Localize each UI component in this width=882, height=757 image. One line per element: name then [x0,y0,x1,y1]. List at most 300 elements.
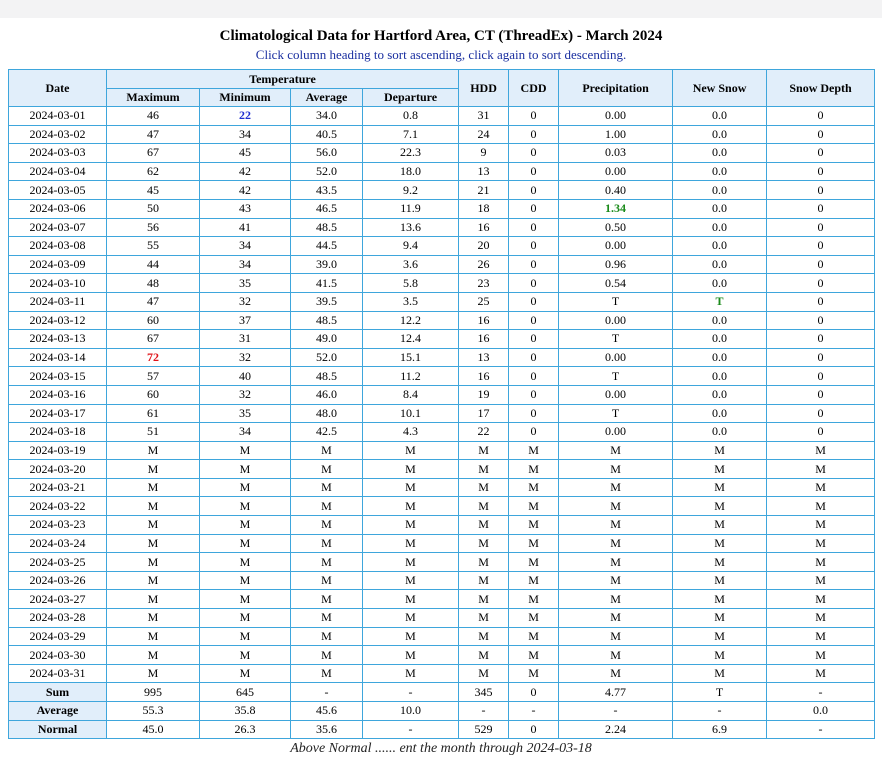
table-row [9,460,875,479]
table-cell: M [200,664,291,683]
table-cell: M [291,460,363,479]
table-cell: 12.2 [363,311,459,330]
table-cell: 2024-03-10 [9,274,107,293]
browser-top-bar [0,0,882,18]
table-cell: 0.0 [673,348,767,367]
table-cell: 55 [107,237,200,256]
table-cell: 0 [767,385,875,404]
table-cell: 0 [767,330,875,349]
table-cell: M [107,516,200,535]
table-cell: 2024-03-14 [9,348,107,367]
column-heading-average[interactable]: Average [291,89,363,107]
summary-cell: - [363,720,459,739]
table-cell: M [363,516,459,535]
table-cell: M [559,664,673,683]
table-cell: M [200,590,291,609]
summary-label: Average [9,702,107,721]
table-cell: 34 [200,423,291,442]
summary-cell: 645 [200,683,291,702]
table-cell: 0 [509,311,559,330]
table-cell: M [363,497,459,516]
table-cell: 31 [200,330,291,349]
table-cell: 40.5 [291,125,363,144]
summary-cell: 345 [459,683,509,702]
table-cell: 9 [459,144,509,163]
footnote: Above Normal ...... ent the month through 2024-03-18 [290,741,592,756]
table-cell: M [767,478,875,497]
table-cell: 18.0 [363,162,459,181]
column-heading-minimum[interactable]: Minimum [200,89,291,107]
table-cell: 0 [767,237,875,256]
table-cell: M [559,553,673,572]
table-cell: M [459,664,509,683]
table-cell: 2024-03-12 [9,311,107,330]
table-cell: M [673,534,767,553]
table-cell: 47 [107,125,200,144]
table-cell: M [200,553,291,572]
table-cell: 34.0 [291,107,363,126]
table-cell: M [559,497,673,516]
table-cell: 0 [767,367,875,386]
table-cell: M [459,553,509,572]
table-cell: 0.0 [673,367,767,386]
table-cell: 56.0 [291,144,363,163]
table-cell: 2024-03-17 [9,404,107,423]
table-cell: T [559,367,673,386]
table-cell: M [559,516,673,535]
table-cell: M [200,646,291,665]
column-heading-maximum[interactable]: Maximum [107,89,200,107]
table-cell: 34 [200,255,291,274]
table-cell: 26 [459,255,509,274]
table-cell: 13 [459,348,509,367]
table-cell: 0.0 [673,330,767,349]
table-cell: 34 [200,237,291,256]
table-cell: 11.2 [363,367,459,386]
table-row [9,478,875,497]
table-cell: 0.0 [673,144,767,163]
table-cell: 41 [200,218,291,237]
table-cell: M [559,590,673,609]
table-cell: 50 [107,199,200,218]
table-cell: 67 [107,330,200,349]
table-cell: M [509,664,559,683]
table-cell: 15.1 [363,348,459,367]
table-cell: M [767,516,875,535]
table-cell: M [459,516,509,535]
table-cell: M [509,441,559,460]
column-heading-hdd[interactable]: HDD [459,70,509,107]
table-cell: 2024-03-15 [9,367,107,386]
table-cell: 47 [107,292,200,311]
table-cell: 16 [459,311,509,330]
table-cell: 22 [200,107,291,126]
table-cell: 0.00 [559,348,673,367]
table-cell: 0 [509,199,559,218]
table-cell: 39.0 [291,255,363,274]
table-cell: T [559,292,673,311]
table-cell: 24 [459,125,509,144]
table-cell: 0 [767,311,875,330]
summary-cell: - [363,683,459,702]
table-cell: 0 [509,292,559,311]
table-cell: M [767,664,875,683]
table-cell: 2024-03-28 [9,609,107,628]
table-cell: M [673,460,767,479]
table-cell: 0 [767,181,875,200]
table-cell: 0.0 [673,404,767,423]
table-cell: 0 [767,292,875,311]
column-heading-date[interactable]: Date [9,70,107,107]
table-cell: 19 [459,385,509,404]
table-cell: M [363,460,459,479]
table-cell: 0.0 [673,311,767,330]
table-row [9,255,875,274]
table-cell: M [673,590,767,609]
table-cell: 4.3 [363,423,459,442]
table-cell: 0.00 [559,385,673,404]
table-cell: 18 [459,199,509,218]
summary-cell: 6.9 [673,720,767,739]
table-cell: M [107,497,200,516]
table-cell: M [363,590,459,609]
table-row [9,516,875,535]
table-cell: 2024-03-13 [9,330,107,349]
table-cell: 0.0 [673,423,767,442]
table-cell: 3.5 [363,292,459,311]
table-cell: M [363,534,459,553]
table-cell: 37 [200,311,291,330]
table-cell: 0.0 [673,107,767,126]
table-cell: M [459,478,509,497]
column-heading-precipitation[interactable]: Precipitation [559,70,673,107]
table-cell: 43 [200,199,291,218]
table-cell: 0.0 [673,274,767,293]
table-cell: 0.0 [673,237,767,256]
table-cell: 2024-03-26 [9,571,107,590]
table-cell: M [559,571,673,590]
table-cell: 9.2 [363,181,459,200]
table-cell: M [363,553,459,572]
table-row [9,237,875,256]
table-cell: M [559,609,673,628]
table-cell: 44.5 [291,237,363,256]
table-cell: M [459,627,509,646]
table-cell: T [559,404,673,423]
table-cell: 0 [509,218,559,237]
table-body [9,107,875,739]
table-cell: 67 [107,144,200,163]
table-cell: 72 [107,348,200,367]
table-cell: M [459,609,509,628]
table-cell: 0.50 [559,218,673,237]
table-row [9,218,875,237]
column-heading-cdd[interactable]: CDD [509,70,559,107]
table-cell: 0.00 [559,107,673,126]
table-row [9,125,875,144]
table-cell: M [559,441,673,460]
table-cell: 16 [459,218,509,237]
table-cell: 0.00 [559,162,673,181]
table-row [9,404,875,423]
table-cell: 0.8 [363,107,459,126]
summary-cell: 0 [509,683,559,702]
table-cell: 0 [767,125,875,144]
table-cell: M [767,460,875,479]
table-cell: 32 [200,348,291,367]
table-cell: M [459,441,509,460]
table-cell: 16 [459,367,509,386]
table-cell: 0.0 [673,125,767,144]
table-cell: M [291,534,363,553]
table-cell: 2024-03-31 [9,664,107,683]
table-cell: 48.5 [291,311,363,330]
table-cell: 48.5 [291,367,363,386]
table-row [9,553,875,572]
summary-cell: - [559,702,673,721]
table-row [9,571,875,590]
table-cell: M [363,478,459,497]
summary-cell: 10.0 [363,702,459,721]
table-cell: 2024-03-30 [9,646,107,665]
table-row [9,646,875,665]
summary-cell: T [673,683,767,702]
table-cell: M [509,516,559,535]
table-cell: M [291,497,363,516]
table-cell: M [200,516,291,535]
summary-cell: 2.24 [559,720,673,739]
table-cell: M [673,609,767,628]
table-cell: M [107,571,200,590]
table-cell: M [559,627,673,646]
table-cell: 34 [200,125,291,144]
table-cell: 0 [767,162,875,181]
table-cell: M [200,571,291,590]
table-cell: M [509,627,559,646]
summary-cell: - [673,702,767,721]
summary-cell: - [291,683,363,702]
column-heading-snow-depth[interactable]: Snow Depth [767,70,875,107]
table-row [9,385,875,404]
table-cell: 25 [459,292,509,311]
table-cell: M [107,534,200,553]
table-cell: 31 [459,107,509,126]
table-cell: 42.5 [291,423,363,442]
table-cell: M [767,571,875,590]
summary-label: Sum [9,683,107,702]
summary-cell: 45.0 [107,720,200,739]
summary-cell: 0.0 [767,702,875,721]
table-cell: 60 [107,311,200,330]
table-cell: M [459,497,509,516]
table-cell: M [767,590,875,609]
summary-row [9,720,875,739]
table-row [9,162,875,181]
table-cell: 0.00 [559,311,673,330]
table-cell: 0 [767,255,875,274]
table-cell: 2024-03-24 [9,534,107,553]
table-cell: 32 [200,385,291,404]
table-cell: M [363,646,459,665]
table-cell: M [673,441,767,460]
summary-cell: 55.3 [107,702,200,721]
table-cell: 11.9 [363,199,459,218]
table-cell: 0 [767,199,875,218]
table-cell: T [559,330,673,349]
table-cell: M [509,590,559,609]
table-cell: 40 [200,367,291,386]
table-cell: 2024-03-25 [9,553,107,572]
table-cell: M [107,441,200,460]
table-cell: 1.00 [559,125,673,144]
table-cell: M [291,627,363,646]
table-cell: 3.6 [363,255,459,274]
table-cell: 10.1 [363,404,459,423]
table-cell: 2024-03-02 [9,125,107,144]
table-cell: 0 [509,181,559,200]
table-cell: 8.4 [363,385,459,404]
table-cell: 1.34 [559,199,673,218]
table-cell: 0 [767,274,875,293]
summary-cell: 26.3 [200,720,291,739]
table-cell: M [767,553,875,572]
table-cell: M [291,516,363,535]
table-cell: 2024-03-01 [9,107,107,126]
table-row [9,609,875,628]
table-cell: 0 [767,218,875,237]
table-cell: 0.00 [559,237,673,256]
table-cell: M [200,441,291,460]
table-cell: M [200,627,291,646]
table-cell: M [107,553,200,572]
table-cell: 0 [767,404,875,423]
table-cell: M [673,516,767,535]
summary-row [9,702,875,721]
table-row [9,664,875,683]
table-cell: M [107,478,200,497]
table-cell: 0.0 [673,385,767,404]
column-group-temperature: Temperature [107,70,459,89]
table-cell: M [767,497,875,516]
table-cell: 48 [107,274,200,293]
table-cell: 13 [459,162,509,181]
table-cell: 2024-03-23 [9,516,107,535]
table-cell: M [673,646,767,665]
table-cell: 61 [107,404,200,423]
table-cell: 41.5 [291,274,363,293]
table-cell: 0 [509,330,559,349]
table-cell: 2024-03-09 [9,255,107,274]
table-cell: 0.00 [559,423,673,442]
table-cell: 2024-03-22 [9,497,107,516]
table-cell: M [459,534,509,553]
table-cell: 21 [459,181,509,200]
table-cell: 0.0 [673,162,767,181]
table-row [9,292,875,311]
table-cell: 0.0 [673,199,767,218]
table-cell: 42 [200,162,291,181]
summary-cell: - [767,720,875,739]
table-cell: 2024-03-20 [9,460,107,479]
table-cell: 2024-03-06 [9,199,107,218]
page-title: Climatological Data for Hartford Area, CT (ThreadEx) - March 2024 [219,28,663,44]
table-cell: 2024-03-16 [9,385,107,404]
table-cell: 0 [767,423,875,442]
table-cell: M [363,627,459,646]
table-cell: 0 [767,107,875,126]
table-cell: 22.3 [363,144,459,163]
table-cell: M [767,627,875,646]
table-cell: 2024-03-07 [9,218,107,237]
summary-row [9,683,875,702]
table-row [9,590,875,609]
table-cell: M [107,460,200,479]
table-cell: M [459,460,509,479]
table-cell: 2024-03-04 [9,162,107,181]
table-cell: 13.6 [363,218,459,237]
summary-cell: 529 [459,720,509,739]
table-cell: 62 [107,162,200,181]
table-row [9,348,875,367]
table-cell: M [509,646,559,665]
table-cell: 0 [509,125,559,144]
table-cell: 44 [107,255,200,274]
table-cell: 0 [509,404,559,423]
table-cell: M [459,646,509,665]
table-cell: 46.5 [291,199,363,218]
table-cell: 5.8 [363,274,459,293]
climate-data-table [8,69,875,739]
table-row [9,311,875,330]
table-cell: M [363,571,459,590]
table-cell: 0.0 [673,218,767,237]
table-cell: 57 [107,367,200,386]
table-cell: 35 [200,404,291,423]
column-heading-departure[interactable]: Departure [363,89,459,107]
summary-cell: - [509,702,559,721]
table-cell: 46 [107,107,200,126]
table-row [9,330,875,349]
table-cell: 22 [459,423,509,442]
summary-cell: 995 [107,683,200,702]
table-cell: M [509,478,559,497]
table-cell: 9.4 [363,237,459,256]
table-cell: M [673,571,767,590]
table-cell: 17 [459,404,509,423]
table-cell: 0.0 [673,181,767,200]
table-cell: M [673,497,767,516]
table-cell: 52.0 [291,162,363,181]
table-cell: M [291,609,363,628]
table-cell: 56 [107,218,200,237]
table-cell: 2024-03-05 [9,181,107,200]
table-cell: M [509,553,559,572]
table-row [9,181,875,200]
summary-cell: 4.77 [559,683,673,702]
table-cell: 42 [200,181,291,200]
table-cell: 48.5 [291,218,363,237]
table-row [9,423,875,442]
table-row [9,497,875,516]
summary-cell: 0 [509,720,559,739]
table-cell: 0.40 [559,181,673,200]
summary-cell: - [459,702,509,721]
column-heading-new-snow[interactable]: New Snow [673,70,767,107]
table-cell: 2024-03-27 [9,590,107,609]
table-cell: M [509,534,559,553]
table-cell: M [509,609,559,628]
table-cell: 0 [509,255,559,274]
